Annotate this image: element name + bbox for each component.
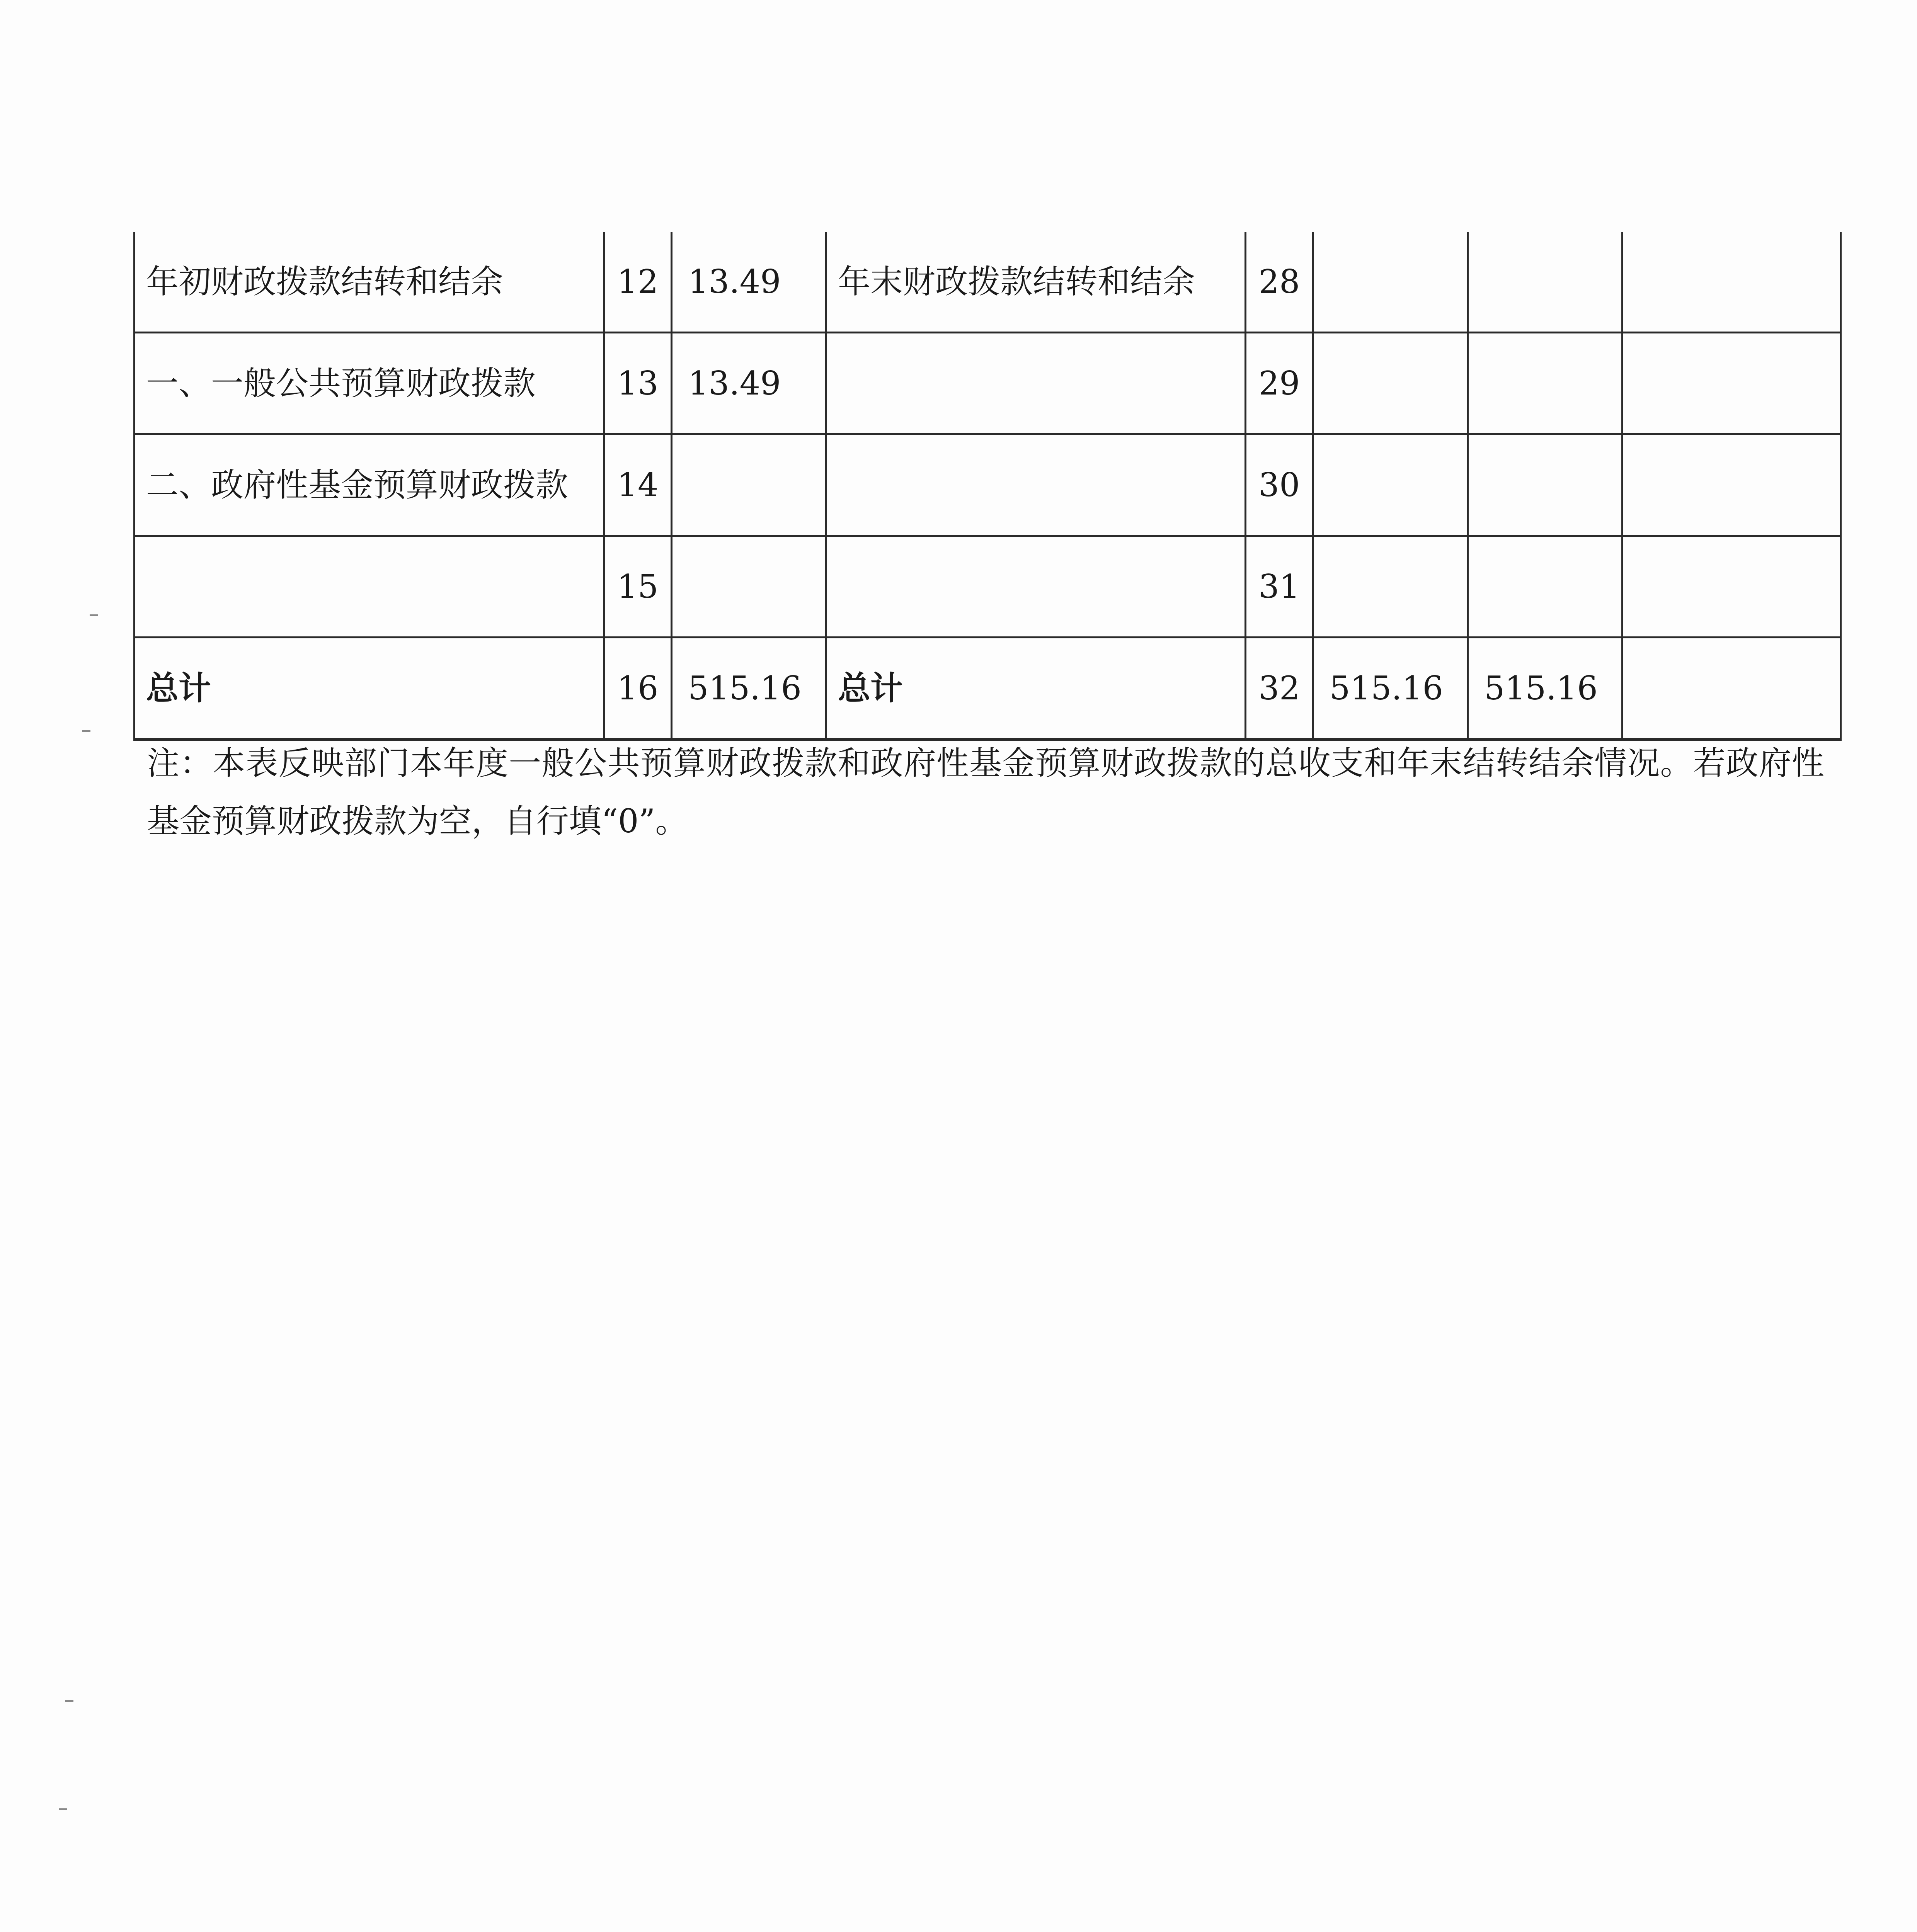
expense-amount-total bbox=[1313, 536, 1468, 638]
scan-margin-mark bbox=[65, 1700, 73, 1702]
table-row bbox=[134, 434, 1841, 536]
income-row-number: 14 bbox=[604, 434, 672, 536]
expense-amount-fund bbox=[1622, 434, 1841, 536]
income-item-label bbox=[134, 536, 604, 638]
expense-amount-fund bbox=[1622, 232, 1841, 333]
expense-row-number: 29 bbox=[1246, 333, 1313, 434]
table-row bbox=[134, 536, 1841, 638]
income-row-number: 15 bbox=[604, 536, 672, 638]
income-item-label: 二、政府性基金预算财政拨款 bbox=[134, 434, 604, 536]
expense-total-label: 总计 bbox=[826, 638, 1246, 740]
income-item-label: 年初财政拨款结转和结余 bbox=[134, 232, 604, 333]
expense-amount-general bbox=[1468, 434, 1622, 536]
expense-total-fund bbox=[1622, 638, 1841, 740]
expense-total-general: 515.16 bbox=[1468, 638, 1622, 740]
expense-row-number: 30 bbox=[1246, 434, 1313, 536]
income-row-number: 12 bbox=[604, 232, 672, 333]
expense-row-number: 32 bbox=[1246, 638, 1313, 740]
expense-amount-general bbox=[1468, 333, 1622, 434]
expense-amount-total bbox=[1313, 333, 1468, 434]
expense-amount-fund bbox=[1622, 333, 1841, 434]
income-amount: 13.49 bbox=[672, 333, 826, 434]
expense-item-label bbox=[826, 536, 1246, 638]
income-item-label: 一、一般公共预算财政拨款 bbox=[134, 333, 604, 434]
table-footnote: 注：本表反映部门本年度一般公共预算财政拨款和政府性基金预算财政拨款的总收支和年末结转结余情况。若政府性基金预算财政拨款为空，自行填“0”。 bbox=[147, 744, 1824, 840]
income-row-number: 13 bbox=[604, 333, 672, 434]
expense-amount-general bbox=[1468, 536, 1622, 638]
expense-item-label: 年末财政拨款结转和结余 bbox=[826, 232, 1246, 333]
fiscal-appropriation-table bbox=[133, 232, 1842, 741]
expense-total-amount: 515.16 bbox=[1313, 638, 1468, 740]
income-total-label: 总计 bbox=[134, 638, 604, 740]
expense-row-number: 28 bbox=[1246, 232, 1313, 333]
expense-amount-total bbox=[1313, 232, 1468, 333]
expense-row-number: 31 bbox=[1246, 536, 1313, 638]
income-amount: 13.49 bbox=[672, 232, 826, 333]
expense-amount-general bbox=[1468, 232, 1622, 333]
table-total-row bbox=[134, 638, 1841, 740]
income-row-number: 16 bbox=[604, 638, 672, 740]
income-total-amount: 515.16 bbox=[672, 638, 826, 740]
table-row bbox=[134, 232, 1841, 333]
scan-margin-mark bbox=[82, 730, 90, 732]
expense-amount-fund bbox=[1622, 536, 1841, 638]
expense-item-label bbox=[826, 434, 1246, 536]
expense-amount-total bbox=[1313, 434, 1468, 536]
income-amount bbox=[672, 536, 826, 638]
expense-item-label bbox=[826, 333, 1246, 434]
table-row bbox=[134, 333, 1841, 434]
income-amount bbox=[672, 434, 826, 536]
scan-margin-mark bbox=[90, 614, 98, 616]
scan-margin-mark bbox=[59, 1808, 67, 1810]
